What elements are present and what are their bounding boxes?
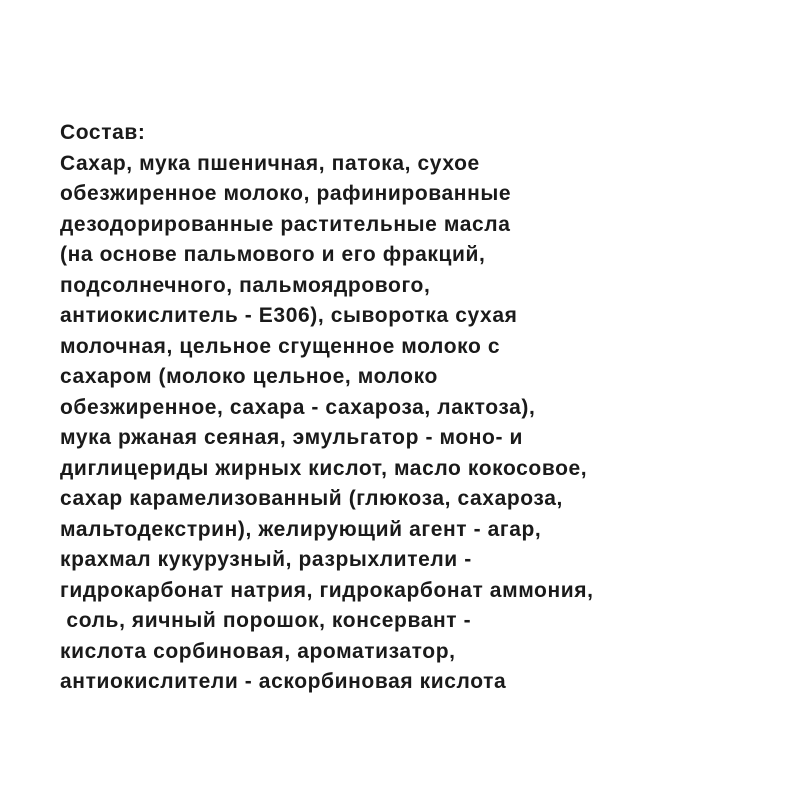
ingredients-line: кислота сорбиновая, ароматизатор, <box>60 639 456 663</box>
ingredients-line: обезжиренное молоко, рафинированные <box>60 182 512 205</box>
ingredients-block <box>60 118 780 698</box>
ingredients-line: молочная, цельное сгущенное молоко с <box>60 334 501 358</box>
ingredients-line: антиокислитель - Е306), сыворотка сухая <box>60 304 518 327</box>
ingredients-line: мальтодекстрин), желирующий агент - агар, <box>60 517 542 541</box>
ingredients-line: сахар карамелизованный (глюкоза, сахароза, <box>60 487 563 510</box>
ingredients-line: сахаром (молоко цельное, молоко <box>60 365 438 388</box>
ingredients-line: соль, яичный порошок, консервант - <box>60 609 472 632</box>
ingredients-line: антиокислители - аскорбиновая кислота <box>60 670 507 693</box>
ingredients-line: подсолнечного, пальмоядрового, <box>60 273 431 297</box>
ingredients-line: диглицериды жирных кислот, масло кокосовое, <box>60 456 588 480</box>
ingredients-heading: Состав: <box>60 121 146 144</box>
ingredients-line: обезжиренное, сахара - сахароза, лактоза), <box>60 395 536 419</box>
ingredients-line: крахмал кукурузный, разрыхлители - <box>60 548 472 571</box>
ingredients-line: Сахар, мука пшеничная, патока, сухое <box>60 151 480 175</box>
ingredients-line: (на основе пальмового и его фракций, <box>60 243 486 266</box>
ingredients-line: дезодорированные растительные масла <box>60 212 511 236</box>
ingredients-line: мука ржаная сеяная, эмульгатор - моно- и <box>60 426 524 449</box>
ingredients-line: гидрокарбонат натрия, гидрокарбонат аммония, <box>60 578 594 602</box>
